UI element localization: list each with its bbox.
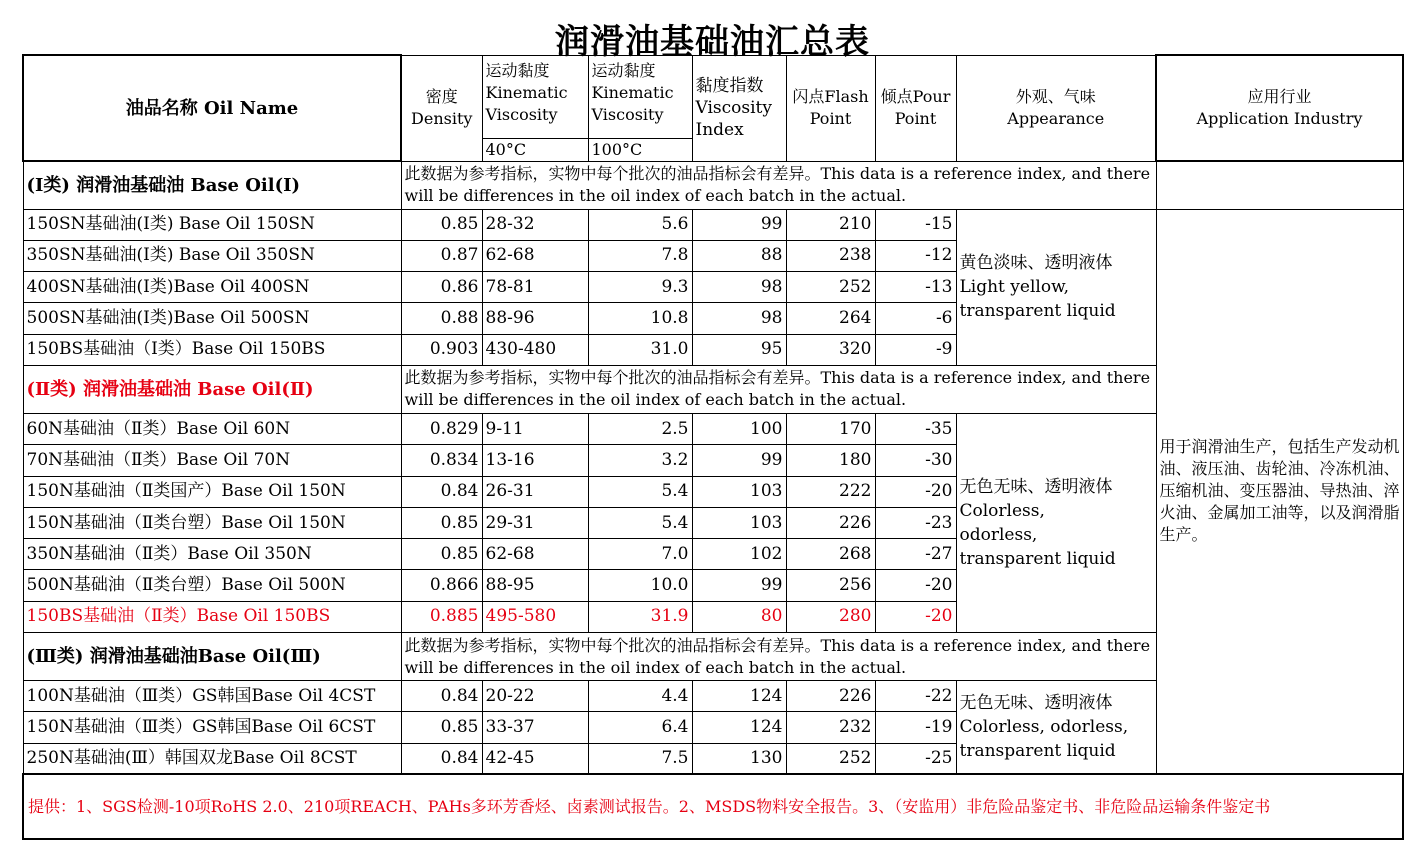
header-flash-point: 闪点Flash Point xyxy=(786,55,875,161)
pour-point-cell: -13 xyxy=(875,272,956,303)
kv100-cell: 9.3 xyxy=(588,272,692,303)
viscosity-index-cell: 98 xyxy=(692,272,786,303)
density-cell: 0.85 xyxy=(401,539,482,570)
viscosity-index-cell: 98 xyxy=(692,303,786,334)
density-cell: 0.86 xyxy=(401,272,482,303)
kv100-cell: 3.2 xyxy=(588,445,692,476)
page-title: 润滑油基础油汇总表 xyxy=(555,22,870,62)
kv100-cell: 10.8 xyxy=(588,303,692,334)
viscosity-index-cell: 102 xyxy=(692,539,786,570)
density-cell: 0.829 xyxy=(401,413,482,444)
header-row xyxy=(23,55,1403,161)
flash-point-cell: 210 xyxy=(786,209,875,240)
density-cell: 0.866 xyxy=(401,570,482,601)
viscosity-index-cell: 80 xyxy=(692,601,786,632)
oil-name-cell: 100N基础油（Ⅲ类）GS韩国Base Oil 4CST xyxy=(23,681,401,712)
viscosity-index-cell: 100 xyxy=(692,413,786,444)
viscosity-index-cell: 103 xyxy=(692,507,786,538)
flash-point-cell: 226 xyxy=(786,681,875,712)
group-name: (Ⅱ类) 润滑油基础油 Base Oil(Ⅱ) xyxy=(23,365,401,413)
group-row xyxy=(23,161,1403,209)
header-kv40-unit: 40°C xyxy=(483,138,588,161)
pour-point-cell: -25 xyxy=(875,743,956,774)
pour-point-cell: -20 xyxy=(875,601,956,632)
density-cell: 0.85 xyxy=(401,712,482,743)
viscosity-index-cell: 99 xyxy=(692,209,786,240)
group-note: 此数据为参考指标，实物中每个批次的油品指标会有差异。This data is a reference index, and there will be differences in the oil index of each batch in the actual. xyxy=(401,161,1156,209)
flash-point-cell: 226 xyxy=(786,507,875,538)
kv40-cell: 28-32 xyxy=(482,209,588,240)
flash-point-cell: 280 xyxy=(786,601,875,632)
kv40-cell: 13-16 xyxy=(482,445,588,476)
group-name: (Ⅰ类) 润滑油基础油 Base Oil(Ⅰ) xyxy=(23,161,401,209)
density-cell: 0.84 xyxy=(401,476,482,507)
kv100-cell: 31.9 xyxy=(588,601,692,632)
flash-point-cell: 180 xyxy=(786,445,875,476)
flash-point-cell: 268 xyxy=(786,539,875,570)
kv40-cell: 42-45 xyxy=(482,743,588,774)
density-cell: 0.885 xyxy=(401,601,482,632)
pour-point-cell: -6 xyxy=(875,303,956,334)
kv100-cell: 7.0 xyxy=(588,539,692,570)
kv40-cell: 62-68 xyxy=(482,240,588,271)
kv40-cell: 33-37 xyxy=(482,712,588,743)
base-oil-table xyxy=(22,54,1404,840)
appearance-cell: 黄色淡味、透明液体 Light yellow, transparent liquid xyxy=(956,209,1156,365)
footer-row xyxy=(23,774,1403,839)
group-note: 此数据为参考指标，实物中每个批次的油品指标会有差异。This data is a reference index, and there will be differences in the oil index of each batch in the actual. xyxy=(401,633,1156,681)
pour-point-cell: -15 xyxy=(875,209,956,240)
flash-point-cell: 222 xyxy=(786,476,875,507)
oil-name-cell: 250N基础油(Ⅲ）韩国双龙Base Oil 8CST xyxy=(23,743,401,774)
pour-point-cell: -22 xyxy=(875,681,956,712)
group-note: 此数据为参考指标，实物中每个批次的油品指标会有差异。This data is a reference index, and there will be differences in the oil index of each batch in the actual. xyxy=(401,365,1156,413)
appearance-cell: 无色无味、透明液体 Colorless, odorless, transparent liquid xyxy=(956,413,1156,632)
kv100-cell: 4.4 xyxy=(588,681,692,712)
oil-name-cell: 350N基础油（Ⅱ类）Base Oil 350N xyxy=(23,539,401,570)
density-cell: 0.903 xyxy=(401,334,482,365)
density-cell: 0.84 xyxy=(401,681,482,712)
kv100-cell: 5.6 xyxy=(588,209,692,240)
header-kv40: 运动黏度 Kinematic Viscosity 40°C xyxy=(482,55,588,161)
kv100-cell: 5.4 xyxy=(588,507,692,538)
kv100-cell: 2.5 xyxy=(588,413,692,444)
table-row xyxy=(23,209,1403,240)
pour-point-cell: -12 xyxy=(875,240,956,271)
density-cell: 0.84 xyxy=(401,743,482,774)
kv40-cell: 29-31 xyxy=(482,507,588,538)
footer-note: 提供：1、SGS检测-10项RoHS 2.0、210项REACH、PAHs多环芳香烃、卤素测试报告。2、MSDS物料安全报告。3、（安监用）非危险品鉴定书、非危险品运输条件鉴定书 xyxy=(23,774,1403,839)
kv40-cell: 495-580 xyxy=(482,601,588,632)
kv40-cell: 88-95 xyxy=(482,570,588,601)
viscosity-index-cell: 124 xyxy=(692,712,786,743)
viscosity-index-cell: 124 xyxy=(692,681,786,712)
application-empty-cell xyxy=(1156,161,1403,209)
oil-name-cell: 350SN基础油(Ⅰ类) Base Oil 350SN xyxy=(23,240,401,271)
viscosity-index-cell: 99 xyxy=(692,570,786,601)
flash-point-cell: 252 xyxy=(786,272,875,303)
kv100-cell: 6.4 xyxy=(588,712,692,743)
group-name: (Ⅲ类) 润滑油基础油Base Oil(Ⅲ) xyxy=(23,633,401,681)
flash-point-cell: 232 xyxy=(786,712,875,743)
header-kv100-unit: 100°C xyxy=(589,138,692,161)
kv100-cell: 10.0 xyxy=(588,570,692,601)
pour-point-cell: -23 xyxy=(875,507,956,538)
header-kv100: 运动黏度 Kinematic Viscosity 100°C xyxy=(588,55,692,161)
density-cell: 0.87 xyxy=(401,240,482,271)
flash-point-cell: 170 xyxy=(786,413,875,444)
oil-name-cell: 150N基础油（Ⅲ类）GS韩国Base Oil 6CST xyxy=(23,712,401,743)
pour-point-cell: -9 xyxy=(875,334,956,365)
pour-point-cell: -27 xyxy=(875,539,956,570)
oil-name-cell: 150N基础油（Ⅱ类国产）Base Oil 150N xyxy=(23,476,401,507)
pour-point-cell: -20 xyxy=(875,570,956,601)
application-cell: 用于润滑油生产，包括生产发动机油、液压油、齿轮油、冷冻机油、压缩机油、变压器油、导热油、淬火油、金属加工油等，以及润滑脂生产。 xyxy=(1156,209,1403,774)
kv100-cell: 7.8 xyxy=(588,240,692,271)
header-oil-name: 油品名称 Oil Name xyxy=(23,55,401,161)
viscosity-index-cell: 95 xyxy=(692,334,786,365)
density-cell: 0.834 xyxy=(401,445,482,476)
kv40-cell: 78-81 xyxy=(482,272,588,303)
density-cell: 0.88 xyxy=(401,303,482,334)
viscosity-index-cell: 130 xyxy=(692,743,786,774)
header-density: 密度 Density xyxy=(401,55,482,161)
header-pour-point: 倾点Pour Point xyxy=(875,55,956,161)
kv40-cell: 26-31 xyxy=(482,476,588,507)
density-cell: 0.85 xyxy=(401,209,482,240)
oil-name-cell: 150SN基础油(Ⅰ类) Base Oil 150SN xyxy=(23,209,401,240)
header-application: 应用行业 Application Industry xyxy=(1156,55,1403,161)
pour-point-cell: -20 xyxy=(875,476,956,507)
oil-name-cell: 150N基础油（Ⅱ类台塑）Base Oil 150N xyxy=(23,507,401,538)
oil-name-cell: 60N基础油（Ⅱ类）Base Oil 60N xyxy=(23,413,401,444)
kv40-cell: 88-96 xyxy=(482,303,588,334)
kv40-cell: 62-68 xyxy=(482,539,588,570)
appearance-cell: 无色无味、透明液体 Colorless, odorless, transparent liquid xyxy=(956,681,1156,775)
oil-name-cell: 500SN基础油(Ⅰ类)Base Oil 500SN xyxy=(23,303,401,334)
header-viscosity-index: 黏度指数 Viscosity Index xyxy=(692,55,786,161)
oil-name-cell: 400SN基础油(Ⅰ类)Base Oil 400SN xyxy=(23,272,401,303)
kv40-cell: 9-11 xyxy=(482,413,588,444)
kv100-cell: 5.4 xyxy=(588,476,692,507)
pour-point-cell: -19 xyxy=(875,712,956,743)
flash-point-cell: 252 xyxy=(786,743,875,774)
flash-point-cell: 264 xyxy=(786,303,875,334)
viscosity-index-cell: 99 xyxy=(692,445,786,476)
kv100-cell: 7.5 xyxy=(588,743,692,774)
flash-point-cell: 320 xyxy=(786,334,875,365)
pour-point-cell: -35 xyxy=(875,413,956,444)
oil-name-cell: 70N基础油（Ⅱ类）Base Oil 70N xyxy=(23,445,401,476)
density-cell: 0.85 xyxy=(401,507,482,538)
viscosity-index-cell: 88 xyxy=(692,240,786,271)
kv100-cell: 31.0 xyxy=(588,334,692,365)
oil-name-cell: 500N基础油（Ⅱ类台塑）Base Oil 500N xyxy=(23,570,401,601)
kv40-cell: 20-22 xyxy=(482,681,588,712)
header-appearance: 外观、气味 Appearance xyxy=(956,55,1156,161)
pour-point-cell: -30 xyxy=(875,445,956,476)
viscosity-index-cell: 103 xyxy=(692,476,786,507)
oil-name-cell: 150BS基础油（Ⅰ类）Base Oil 150BS xyxy=(23,334,401,365)
flash-point-cell: 238 xyxy=(786,240,875,271)
oil-name-cell: 150BS基础油（Ⅱ类）Base Oil 150BS xyxy=(23,601,401,632)
kv40-cell: 430-480 xyxy=(482,334,588,365)
flash-point-cell: 256 xyxy=(786,570,875,601)
